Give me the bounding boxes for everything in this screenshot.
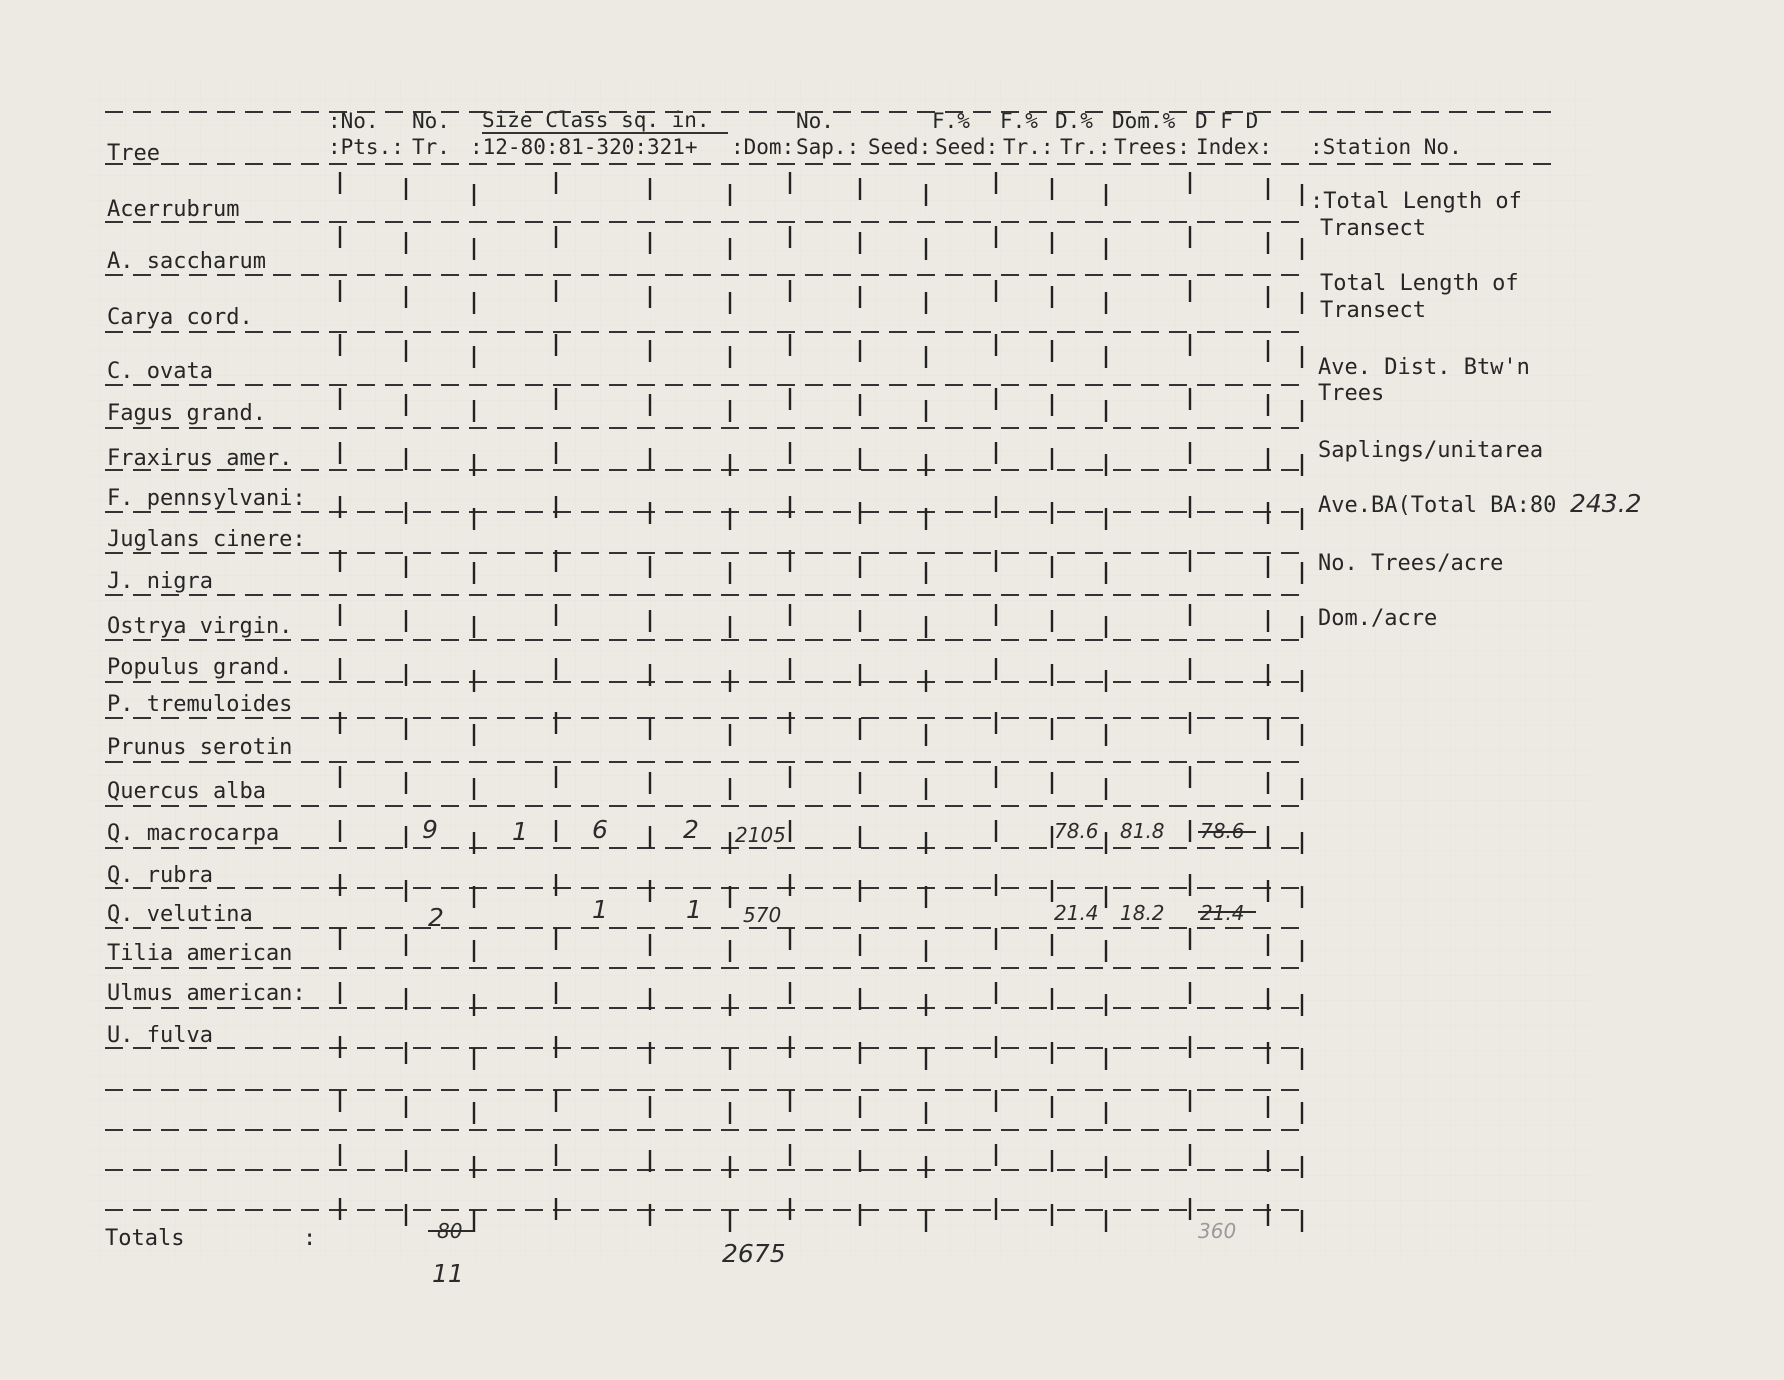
header-size-ranges: :12-80:81-320:321+ xyxy=(470,135,698,159)
panel-ave-dist: Ave. Dist. Btw'n xyxy=(1318,355,1530,380)
macrocarpa-size-321: 2 xyxy=(683,815,699,844)
velutina-dom-trees: 18.2 xyxy=(1120,901,1165,925)
totals-dfd: 360 xyxy=(1198,1219,1237,1243)
macrocarpa-dom: 2105 xyxy=(735,823,786,847)
species-c-ovata: C. ovata xyxy=(107,359,213,384)
species-tilia-american: Tilia american xyxy=(107,941,293,966)
header-seed: Seed: xyxy=(868,135,932,159)
velutina-size-81-320: 1 xyxy=(592,895,608,924)
svg-text:Sap.:: Sap.: xyxy=(796,135,860,159)
svg-text:Tr.:: Tr.: xyxy=(1003,135,1054,159)
velutina-d-tr: 21.4 xyxy=(1054,901,1099,925)
macrocarpa-no-tr: 9 xyxy=(422,815,438,844)
macrocarpa-size-12-80: 1 xyxy=(512,817,528,846)
species-q-velutina: Q. velutina xyxy=(107,902,253,927)
panel-total-length-2: Total Length of xyxy=(1320,271,1519,296)
svg-text:Trees: Trees xyxy=(1318,381,1385,406)
header-no-pts: :No. xyxy=(328,109,379,133)
species-fagus-grand: Fagus grand. xyxy=(107,401,266,426)
header-tree: Tree xyxy=(107,141,160,166)
velutina-no-tr: 2 xyxy=(428,903,444,932)
species-ulmus-american: Ulmus american: xyxy=(107,981,306,1006)
panel-ave-ba-value: 243.2 xyxy=(1570,489,1642,518)
header-f-tr: F.% xyxy=(1000,109,1038,133)
species-ostrya-virgin: Ostrya virgin. xyxy=(107,614,293,639)
totals-colon: : xyxy=(303,1226,317,1251)
svg-text:Tr.: Tr. xyxy=(412,135,450,159)
svg-text::Pts.:: :Pts.: xyxy=(328,135,404,159)
header-no-sap: No. xyxy=(796,109,834,133)
svg-text:Transect: Transect xyxy=(1320,298,1426,323)
faint-paper-grid xyxy=(90,80,1590,1260)
species-quercus-alba: Quercus alba xyxy=(107,779,266,804)
species-fraxirus-amer: Fraxirus amer. xyxy=(107,446,293,471)
macrocarpa-dfd: 78.6 xyxy=(1200,819,1245,843)
panel-ave-ba: Ave.BA(Total BA:80 xyxy=(1318,493,1557,518)
macrocarpa-d-tr: 78.6 xyxy=(1054,819,1099,843)
svg-text:Tr.:: Tr.: xyxy=(1060,135,1111,159)
totals-label: Totals xyxy=(105,1226,185,1251)
totals-no-tr-struck: 80 xyxy=(437,1219,463,1243)
header-dfd-index: D F D xyxy=(1195,109,1259,133)
header-dom-trees: Dom.% xyxy=(1112,109,1176,133)
totals-no-tr: 11 xyxy=(432,1259,464,1288)
header-station-no: :Station No. xyxy=(1310,135,1462,159)
velutina-size-321: 1 xyxy=(686,895,702,924)
species-p-tremuloides: P. tremuloides xyxy=(107,692,293,717)
velutina-dfd: 21.4 xyxy=(1200,901,1245,925)
panel-dom-per-acre: Dom./acre xyxy=(1318,606,1438,631)
species-juglans-cinere: Juglans cinere: xyxy=(107,527,306,552)
panel-saplings: Saplings/unitarea xyxy=(1318,438,1544,463)
svg-text:Index:: Index: xyxy=(1196,135,1272,159)
svg-text:Trees:: Trees: xyxy=(1114,135,1190,159)
svg-text:Seed:: Seed: xyxy=(935,135,999,159)
macrocarpa-size-81-320: 6 xyxy=(592,815,608,844)
species-acer-rubrum: Acerrubrum xyxy=(107,197,240,222)
header-no-tr: No. xyxy=(412,109,450,133)
panel-total-length-1: :Total Length of xyxy=(1310,189,1522,214)
species-f-pennsylvani: F. pennsylvani: xyxy=(107,486,306,511)
species-populus-grand: Populus grand. xyxy=(107,655,293,680)
velutina-dom: 570 xyxy=(743,903,782,927)
header-d-tr: D.% xyxy=(1055,109,1093,133)
header-f-seed: F.% xyxy=(932,109,970,133)
species-u-fulva: U. fulva xyxy=(107,1023,213,1048)
species-a-saccharum: A. saccharum xyxy=(107,249,266,274)
species-j-nigra: J. nigra xyxy=(107,569,213,594)
panel-trees-per-acre: No. Trees/acre xyxy=(1318,551,1504,576)
header-dom: :Dom: xyxy=(731,135,795,159)
species-q-macrocarpa: Q. macrocarpa xyxy=(107,821,280,846)
totals-dom: 2675 xyxy=(722,1239,786,1268)
header-size-class: Size Class sq. in. xyxy=(482,108,710,132)
svg-text:Transect: Transect xyxy=(1320,216,1426,241)
species-prunus-serotin: Prunus serotin xyxy=(107,735,293,760)
macrocarpa-dom-trees: 81.8 xyxy=(1120,819,1165,843)
species-carya-cord: Carya cord. xyxy=(107,305,253,330)
species-q-rubra: Q. rubra xyxy=(107,863,213,888)
